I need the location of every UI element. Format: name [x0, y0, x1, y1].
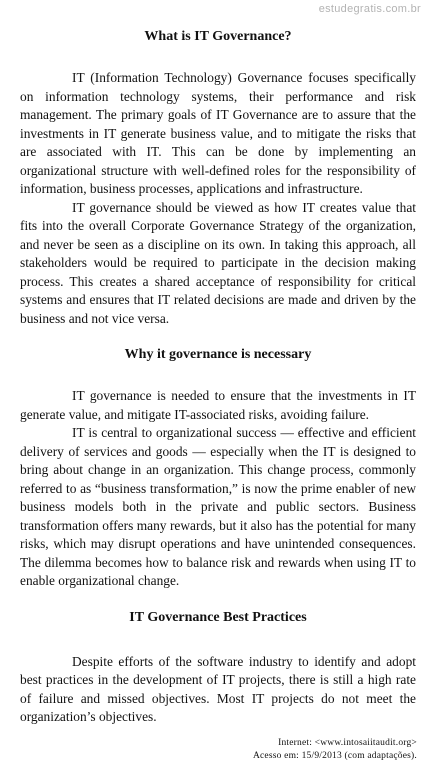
source-citation [253, 737, 417, 763]
paragraph: Despite efforts of the software industry to identify and adopt best practices in the development of IT projects, there is still a high rate of failure and missed objectives. Most IT projects do not meet the organization’s objectives. [20, 653, 416, 724]
section-heading-what-is-it-governance: What is IT Governance? [144, 29, 292, 44]
paragraph: IT is central to organizational success — effective and efficient delivery of services and goods — especially when the IT is designed to bring about change in an organization. This change process, commonly referred to as “business transformation,” is now the prime enabler of new business models both in the private and public sectors. Business transformation offers many rewards, but it also has the potential for many risks, which may disrupt operations and have unintended consequences. The dilemma becomes how to balance risk and rewards when using IT to enable organizational change. [20, 425, 416, 588]
paragraph: IT governance is needed to ensure that the investments in IT generate value, and mitigate IT-associated risks, avoiding failure. [20, 388, 416, 422]
paragraph: IT (Information Technology) Governance focuses specifically on information technology systems, their performance and risk management. The primary goals of IT Governance are to assure that the investments in IT generate business value, and to mitigate the risks that are associated with IT. This can be done by implementing an organizational structure with well-defined roles for the responsibility of information, business processes, applications and infrastructure. [20, 70, 416, 196]
source-url-line: Internet: <www.intosaiitaudit.org> [278, 738, 417, 748]
document-body [20, 28, 416, 727]
site-watermark: estudegratis.com.br [318, 3, 421, 15]
section-heading-why-necessary: Why it governance is necessary [124, 347, 312, 362]
source-access-date-line: Acesso em: 15/9/2013 (com adaptações). [252, 751, 417, 761]
paragraph: IT governance should be viewed as how IT creates value that fits into the overall Corporate Governance Strategy of the organization, and never be seen as a discipline on its own. In taking this approach, all stakeholders would be required to participate in the decision making process. This creates a shared acceptance of responsibility for critical systems and ensures that IT related decisions are made and driven by the business and not vice versa. [20, 199, 416, 326]
section-heading-best-practices: IT Governance Best Practices [129, 609, 307, 625]
